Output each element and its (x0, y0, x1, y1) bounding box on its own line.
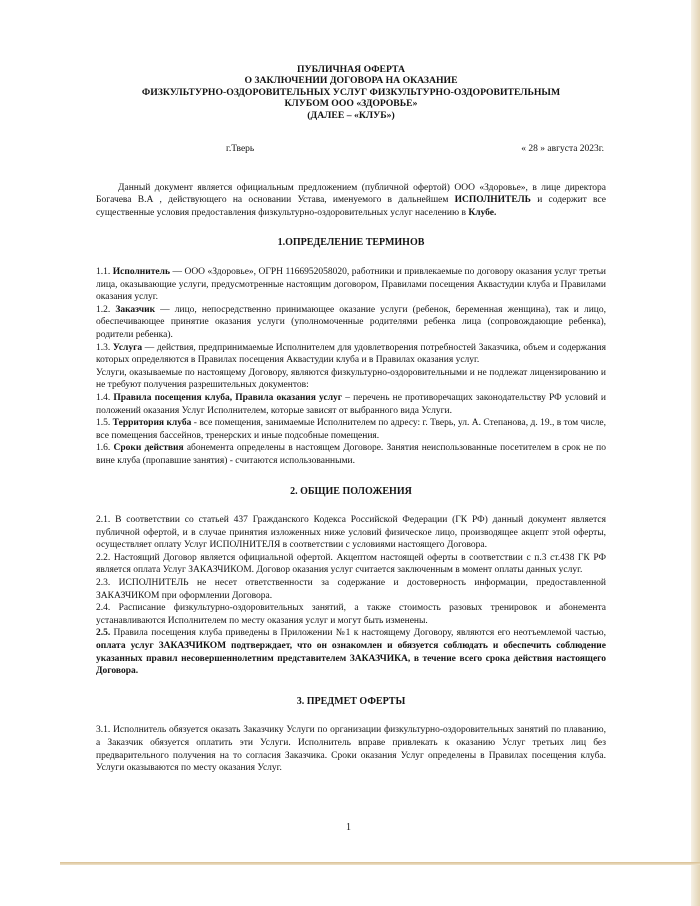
clause-number: 1.4. (96, 392, 114, 403)
page-number: 1 (346, 822, 351, 833)
title-line: КЛУБОМ ООО «ЗДОРОВЬЕ» (284, 98, 418, 110)
document-page (96, 64, 606, 775)
clause-1-1 (96, 266, 606, 304)
clause-text: Правила посещения клуба приведены в Приложении №1 к настоящему Договору, являются его неотъемлемой частью, (110, 628, 606, 639)
clause-text: — действия, предпринимаемые Исполнителем для удовлетворения потребностей Заказчика, объем и содержания которых определяются в Правилах посещения Аквастудии клуба и в Правилах оказания услуг. (96, 342, 607, 366)
title-line: О ЗАКЛЮЧЕНИИ ДОГОВОРА НА ОКАЗАНИЕ (244, 75, 458, 87)
clause-2-5 (96, 627, 606, 677)
intro-bold: Клубе. (468, 207, 497, 218)
term: Территория клуба (112, 418, 192, 429)
clause-number: 1.1. (96, 267, 113, 277)
clause-number: 1.5. (96, 418, 113, 429)
term: Услуга (112, 342, 143, 353)
clause-number: 1.6. (96, 443, 114, 454)
term: Сроки действия (113, 443, 184, 454)
section-heading: 1.ОПРЕДЕЛЕНИЕ ТЕРМИНОВ (277, 237, 425, 249)
intro-text: Данный документ является официальным предложением (публичной офертой) ООО «Здоровье», в лице директора Богачева В.А , действующего на основании Устава, именуемого в дальнейшем (96, 182, 606, 206)
clause-2-3: 2.3. ИСПОЛНИТЕЛЬ не несет ответственности за содержание и достоверность информации, предоставленной ЗАКАЗЧИКОМ при оформлении Договора. (96, 578, 606, 601)
clause-2-4: 2.4. Расписание физкультурно-оздоровительных занятий, а также стоимость разовых тренировок и абонемента устанавливаются Исполнителем по месту оказания услуг и могут быть изменены. (96, 603, 606, 626)
paper-edge-bottom (60, 862, 700, 865)
clause-1-2 (96, 304, 606, 342)
section-heading: 2. ОБЩИЕ ПОЛОЖЕНИЯ (290, 485, 412, 497)
title-line: ФИЗКУЛЬТУРНО-ОЗДОРОВИТЕЛЬНЫХ УСЛУГ ФИЗКУЛЬТУРНО-ОЗДОРОВИТЕЛЬНЫМ (141, 86, 561, 98)
title-line: (ДАЛЕЕ – «КЛУБ») (307, 109, 395, 121)
date: « 28 » августа 2023г. (521, 144, 604, 155)
term: Исполнитель (112, 267, 170, 277)
intro-text: и содержит все существенные условия предоставления физкультурно-оздоровительных услуг населению в (96, 195, 607, 218)
document-title (96, 64, 606, 121)
clause-text: — лицо, непосредственно принимающее оказание услуги (ребенок, беременная женщина), так и лицо, обеспечивающее принятие оказания услуги (уполномоченные родителями ребенка лица (сопровождающие ребенка), родители ребенка). (96, 304, 606, 340)
term: Правила посещения клуба, Правила оказания услуг (113, 392, 343, 403)
clause-text: абонемента определены в настоящем Договоре. Занятия неиспользованные посетителем в срок не по вине клуба (пропавшие занятия) - считаются использованными. (96, 443, 607, 466)
clause-3-1: 3.1. Исполнитель обязуется оказать Заказчику Услуги по организации физкультурно-оздоровительных занятий по плаванию, а Заказчик обязуется оплатить эти Услуги. Исполнитель вправе привлекать к оказанию Услуг третьих лиц без предварительного получения на то согласия Заказчика. Сроки оказания Услуг определены в Правилах посещения клуба. Услуги оказываются по месту оказания Услуг. (96, 725, 606, 774)
city: г.Тверь (226, 144, 255, 155)
intro-bold: ИСПОЛНИТЕЛЬ (454, 195, 531, 206)
clause-number: 2.5. (96, 628, 111, 639)
clause-1-6 (96, 442, 606, 467)
clause-text: - все помещения, занимаемые Исполнителем по адресу: г. Тверь, ул. А. Степанова, д. 19., в том числе, все помещения бассейнов, тренерских и иные подсобные помещения. (96, 418, 606, 441)
title-line: ПУБЛИЧНАЯ ОФЕРТА (296, 64, 406, 75)
clause-text: — ООО «Здоровье», ОГРН 1166952058020, работники и привлекаемые по договору оказания услуг третьи лица, оказывающие услуги, предусмотренные настоящим договором, Правилами посещения Аквастудии клуба и Правилами оказания услуг. (96, 267, 607, 303)
clause-2-1: 2.1. В соответствии со статьей 437 Гражданского Кодекса Российской Федерации (ГК РФ) данный документ является публичной офертой, и в случае принятия изложенных ниже условий физическое лицо, производящее акцепт этой оферты, осуществляет оплату Услуг ИСПОЛНИТЕЛЯ в соответствии с условиями настоящего Договора. (96, 515, 606, 551)
clause-bold-text: оплата услуг ЗАКАЗЧИКОМ подтверждает, что он ознакомлен и обязуется соблюдать и обеспечить соблюдение указанных правил несовершеннолетним представителем ЗАКАЗЧИКА, в течение всего срока действия настоящего Договора. (96, 641, 606, 677)
term: Заказчик (115, 304, 156, 315)
clause-number: 1.3. (96, 342, 113, 353)
paper-edge-right (691, 0, 700, 906)
clause-number: 1.2. (96, 304, 116, 315)
section-heading: 3. ПРЕДМЕТ ОФЕРТЫ (296, 695, 406, 707)
clause-1-5 (96, 417, 606, 442)
clause-1-3-note: Услуги, оказываемые по настоящему Договору, являются физкультурно-оздоровительными и не подлежат лицензированию и не требуют получения разрешительных документов: (96, 367, 606, 391)
clause-1-3 (96, 342, 606, 367)
clause-1-4 (96, 392, 606, 417)
place-date-row (96, 143, 606, 156)
intro-paragraph (96, 182, 606, 220)
clause-2-2: 2.2. Настоящий Договор является официальной офертой. Акцептом настоящей оферты в соответствии с п.3 ст.438 ГК РФ является оплата Услуг ЗАКАЗЧИКОМ. Договор оказания услуг считается заключенным в момент оплаты данных услуг. (96, 552, 606, 576)
clause-text: – перечень не противоречащих законодательству РФ условий и положений оказания Услуг Исполнителем, которые зависят от выбранного вида Услуги. (96, 392, 607, 416)
